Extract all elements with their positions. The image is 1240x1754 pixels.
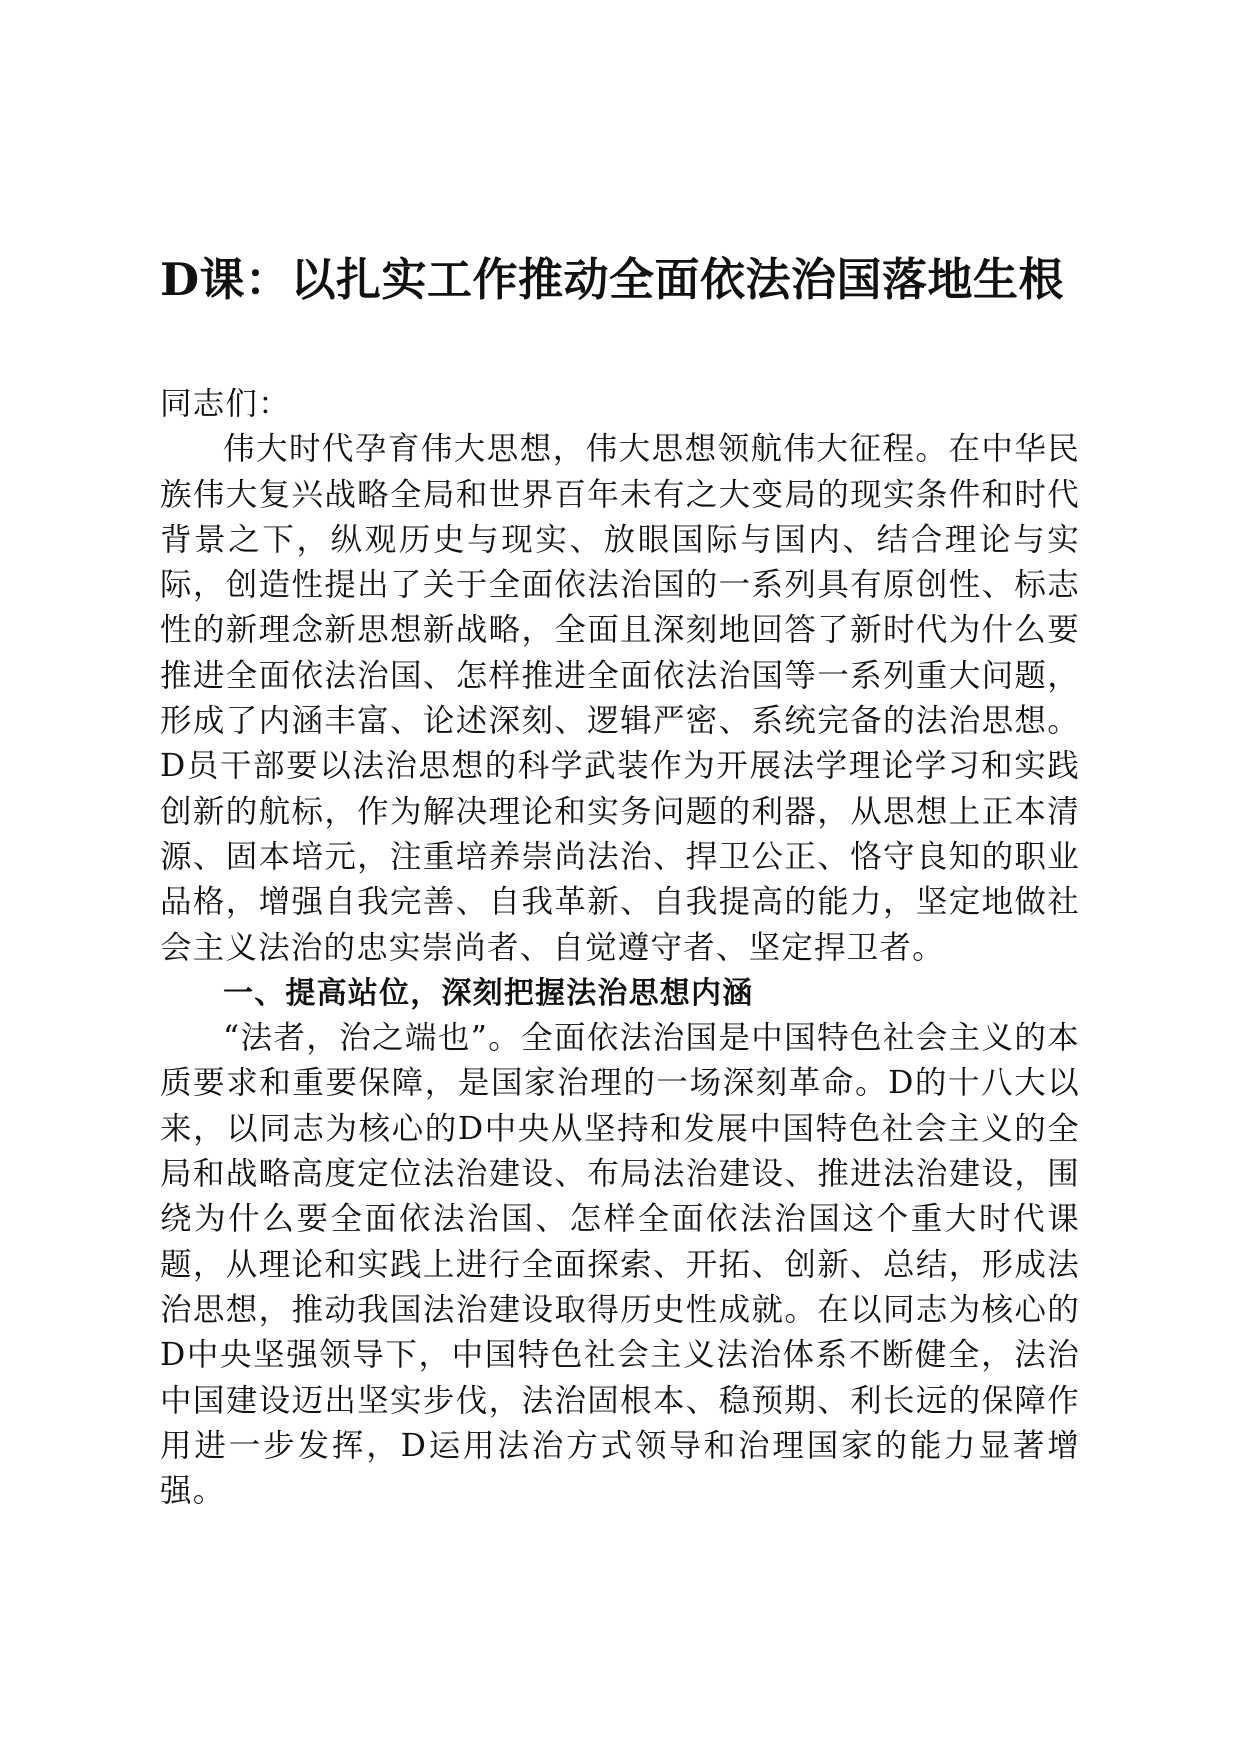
paragraph-2: “法者，治之端也”。全面依法治国是中国特色社会主义的本质要求和重要保障，是国家治理的一场深刻革命。D的十八大以来，以同志为核心的D中央从坚持和发展中国特色社会主义的全局和战略高度定位法治建设、布局法治建设、推进法治建设，围绕为什么要全面依法治国、怎样全面依法治国这个重大时代课题，从理论和实践上进行全面探索、开拓、创新、总结，形成法治思想，推动我国法治建设取得历史性成就。在以同志为核心的D中央坚强领导下，中国特色社会主义法治体系不断健全，法治中国建设迈出坚实步伐，法治固根本、稳预期、利长远的保障作用进一步发挥，D运用法治方式领导和治理国家的能力显著增强。 xyxy=(160,1020,1080,1510)
salutation: 同志们： xyxy=(160,386,291,422)
section-heading-1: 一、提高站位，深刻把握法治思想内涵 xyxy=(223,975,754,1011)
document-title: D课：以扎实工作推动全面依法治国落地生根 xyxy=(160,253,1065,306)
paragraph-1: 伟大时代孕育伟大思想，伟大思想领航伟大征程。在中华民族伟大复兴战略全局和世界百年未有之大变局的现实条件和时代背景之下，纵观历史与现实、放眼国际与国内、结合理论与实际，创造性提出了关于全面依法治国的一系列具有原创性、标志性的新理念新思想新战略，全面且深刻地回答了新时代为什么要推进全面依法治国、怎样推进全面依法治国等一系列重大问题，形成了内涵丰富、论述深刻、逻辑严密、系统完备的法治思想。D员干部要以法治思想的科学武装作为开展法学理论学习和实践创新的航标，作为解决理论和实务问题的利器，从思想上正本清源、固本培元，注重培养崇尚法治、捍卫公正、恪守良知的职业品格，增强自我完善、自我革新、自我提高的能力，坚定地做社会主义法治的忠实崇尚者、自觉遵守者、坚定捍卫者。 xyxy=(160,431,1080,966)
document-body xyxy=(160,382,1080,1514)
